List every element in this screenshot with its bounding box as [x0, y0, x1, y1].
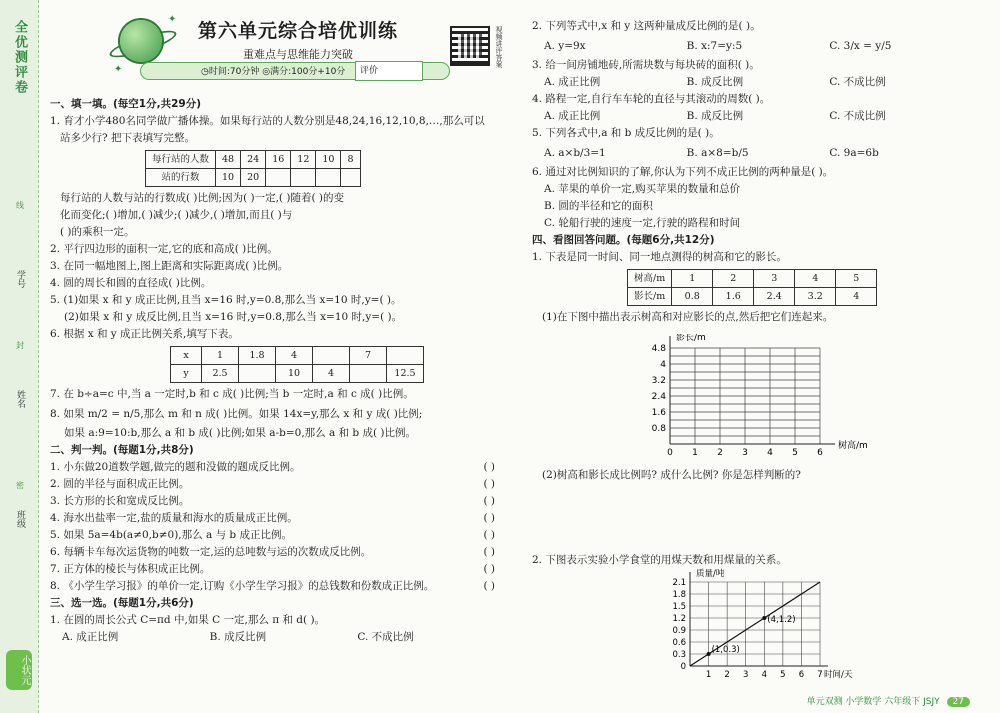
- question-text: 如果 a:9=10:b,那么 a 和 b 成( )比例;如果 a-b=0,那么 a 和 b 成( )比例。: [64, 427, 417, 439]
- table-cell: 1: [672, 270, 713, 288]
- option-c[interactable]: C. 不成比例: [357, 631, 414, 643]
- y-tick-label: 0.9: [672, 626, 686, 636]
- judge-text: 8. 《小学生学习报》的单价一定,订购《小学生学习报》的总钱数和份数成正比例。: [50, 580, 435, 592]
- question-text: 2. 平行四边形的面积一定,它的底和高成( )比例。: [50, 243, 278, 255]
- table-cell: 8: [341, 151, 360, 169]
- page-subtitle: 重难点与思维能力突破: [243, 48, 353, 61]
- y-tick-label: 1.6: [651, 408, 666, 418]
- judge-item: [50, 578, 505, 595]
- table-proportion: [170, 346, 424, 383]
- answer-cell[interactable]: [239, 365, 276, 383]
- header: [110, 14, 503, 84]
- table-cell: 0.8: [672, 288, 713, 306]
- option-b[interactable]: B. 成反比例: [686, 76, 744, 88]
- x-tick-label: 3: [743, 670, 749, 680]
- question-text: 4. 圆的周长和圆的直径成( )比例。: [50, 277, 212, 289]
- table-cell: 10: [216, 169, 241, 187]
- option-b[interactable]: B. 成反比例: [686, 110, 744, 122]
- table-row: [146, 151, 361, 169]
- table-cell: 48: [216, 151, 241, 169]
- table-cell: 2: [713, 270, 754, 288]
- table-cell: 20: [241, 169, 266, 187]
- x-tick-label: 1: [705, 670, 712, 680]
- table-header-cell: y: [171, 365, 202, 383]
- qr-code-icon[interactable]: [450, 26, 490, 66]
- table-cell: 2.5: [202, 365, 239, 383]
- question-text: 3. 在同一幅地图上,图上距离和实际距离成( )比例。: [50, 260, 289, 272]
- x-tick-label: 2: [717, 448, 723, 458]
- x-tick-label: 0: [667, 448, 673, 458]
- table-cell: 4: [795, 270, 836, 288]
- judge-item: [50, 476, 505, 493]
- option-a[interactable]: A. a×b/3=1: [544, 147, 606, 159]
- question-text: ( )的乘积一定。: [60, 226, 135, 238]
- option-c[interactable]: C. 3/x = y/5: [829, 40, 892, 52]
- answer-cell[interactable]: [387, 347, 424, 365]
- judge-text: 1. 小东做20道数学题,做完的题和没做的题成反比例。: [50, 461, 301, 473]
- table-cell: 5: [836, 270, 877, 288]
- qr-label: 视频讲评答案: [495, 26, 503, 68]
- y-tick-label: 1.2: [672, 614, 686, 624]
- evaluation-box: 评价: [355, 61, 423, 81]
- answer-cell[interactable]: [316, 169, 341, 187]
- table-cell: 4: [313, 365, 350, 383]
- y-axis-label: 质量/吨: [696, 569, 725, 579]
- judge-text: 5. 如果 5a=4b(a≠0,b≠0),那么 a 与 b 成正比例。: [50, 529, 292, 541]
- question-text: (2)如果 x 和 y 成反比例,且当 x=16 时,y=0.8,那么当 x=10 时,y=( )。: [64, 311, 403, 323]
- x-tick-label: 1: [692, 448, 698, 458]
- table-cell: 10: [316, 151, 341, 169]
- question-text: 6. 根据 x 和 y 成正比例关系,填写下表。: [50, 328, 239, 340]
- answer-paren[interactable]: ( ): [483, 461, 495, 473]
- y-tick-label: 2.4: [651, 392, 666, 402]
- page-title: 第六单元综合培优训练: [197, 20, 398, 42]
- table-row: [146, 169, 361, 187]
- table-row: [628, 288, 877, 306]
- student-id-label: 学号: [15, 270, 25, 288]
- score-icon: ◎: [262, 67, 271, 77]
- footer: [807, 694, 970, 707]
- question-text: 5. 下列各式中,a 和 b 成反比例的是( )。: [532, 127, 720, 139]
- table-row: [171, 365, 424, 383]
- option-c[interactable]: C. 轮船行驶的速度一定,行驶的路程和时间: [544, 217, 741, 229]
- question-text: 1. 育才小学480名同学做广播体操。如果每行站的人数分别是48,24,16,12,10,8,…,那么可以: [50, 115, 485, 127]
- x-tick-label: 7: [817, 670, 823, 680]
- y-tick-label: 4.8: [651, 344, 666, 354]
- table-header-cell: x: [171, 347, 202, 365]
- option-a[interactable]: A. 成正比例: [62, 631, 119, 643]
- data-label: (4,1.2): [767, 615, 796, 625]
- y-tick-label: 2.1: [672, 578, 686, 588]
- chart-tree-shadow[interactable]: [620, 334, 900, 464]
- planet-icon: [120, 20, 162, 62]
- table-cell: 4: [276, 347, 313, 365]
- options-row: [532, 35, 972, 57]
- table-cell: 1.6: [713, 288, 754, 306]
- table-cell: 1.8: [239, 347, 276, 365]
- y-tick-label: 0.8: [651, 424, 666, 434]
- x-tick-label: 5: [780, 670, 786, 680]
- question-text: 3. 给一间房铺地砖,所需块数与每块砖的面积( )。: [532, 59, 760, 71]
- judge-text: 2. 圆的半径与面积成正比例。: [50, 478, 190, 490]
- table-cell: 7: [350, 347, 387, 365]
- question-text: 6. 通过对比例知识的了解,你认为下列不成正比例的两种量是( )。: [532, 166, 834, 178]
- option-a[interactable]: A. 成正比例: [544, 76, 601, 88]
- judge-item: [50, 510, 505, 527]
- question-text: 1. 在圆的周长公式 C=πd 中,如果 C 一定,那么 π 和 d( )。: [50, 614, 326, 626]
- table-tree-shadow: [627, 269, 877, 306]
- name-label: 姓名: [15, 390, 25, 408]
- table-cell: 3.2: [795, 288, 836, 306]
- question-text: 8. 如果 m/2 = n/5,那么 m 和 n 成( )比例。如果 14x=y,那么 x 和 y 成( )比例;: [50, 408, 423, 420]
- option-c[interactable]: C. 不成比例: [829, 76, 886, 88]
- answer-paren[interactable]: ( ): [483, 580, 495, 592]
- y-tick-label: 3.2: [651, 376, 666, 386]
- judge-text: 6. 每辆卡车每次运货物的吨数一定,运的总吨数与运的次数成反比例。: [50, 546, 372, 558]
- answer-cell[interactable]: [350, 365, 387, 383]
- y-tick-label: 1.5: [672, 602, 686, 612]
- class-label: 班级: [15, 510, 25, 528]
- question-text: (2)树高和影长成比例吗? 成什么比例? 你是怎样判断的?: [542, 469, 801, 481]
- data-label: (1,0.3): [711, 645, 740, 655]
- table-cell: 2.4: [754, 288, 795, 306]
- table-cell: 12.5: [387, 365, 424, 383]
- x-tick-label: 5: [792, 448, 798, 458]
- options-row: [532, 142, 972, 164]
- option-b[interactable]: B. 成反比例: [209, 631, 267, 643]
- answer-paren[interactable]: ( ): [483, 495, 495, 507]
- options-row: [532, 74, 972, 91]
- option-a[interactable]: A. 苹果的单价一定,购买苹果的数量和总价: [544, 183, 741, 195]
- question-text: 1. 下表是同一时间、同一地点测得的树高和它的影长。: [532, 251, 787, 263]
- question-text: 2. 下列等式中,x 和 y 这两种量成反比例的是( )。: [532, 20, 761, 32]
- option-a[interactable]: A. 成正比例: [544, 110, 601, 122]
- y-tick-label: 0.6: [672, 638, 686, 648]
- x-axis-label: 时间/天: [824, 670, 853, 680]
- table-cell: 10: [276, 365, 313, 383]
- binding-sidebar: [0, 0, 39, 713]
- table-header-cell: 树高/m: [628, 270, 672, 288]
- y-tick-label: 0: [680, 662, 686, 672]
- x-axis-label: 树高/m: [838, 441, 868, 451]
- page-number: 27: [947, 697, 970, 707]
- answer-paren[interactable]: ( ): [483, 512, 495, 524]
- judge-text: 3. 长方形的长和宽成反比例。: [50, 495, 190, 507]
- x-tick-label: 6: [817, 448, 823, 458]
- y-tick-label: 1.8: [672, 590, 686, 600]
- sidebar-title: 全优测评卷: [12, 20, 27, 95]
- table-line-count: [145, 150, 361, 187]
- left-column: [50, 96, 505, 646]
- seal-mark: 线: [16, 201, 24, 210]
- answer-paren[interactable]: ( ): [483, 546, 495, 558]
- seal-mark: 封: [16, 341, 24, 350]
- x-tick-label: 6: [798, 670, 805, 680]
- x-tick-label: 2: [724, 670, 730, 680]
- footer-text: 单元双测 小学数学 六年级下 JSJY: [806, 697, 940, 707]
- answer-cell[interactable]: [341, 169, 360, 187]
- option-b[interactable]: B. a×8=b/5: [686, 147, 749, 159]
- judge-item: [50, 527, 505, 544]
- table-row: [171, 347, 424, 365]
- options-row: [532, 108, 972, 125]
- seal-mark: 密: [16, 481, 24, 490]
- question-text: 每行站的人数与站的行数成( )比例;因为( )一定,( )随着( )的变: [60, 192, 344, 204]
- y-axis-label: 影长/m: [676, 334, 706, 343]
- question-text: 化而变化;( )增加,( )减少;( )减少,( )增加,而且( )与: [60, 209, 293, 221]
- table-cell: 1: [202, 347, 239, 365]
- question-text: 站多少行? 把下表填写完整。: [60, 132, 195, 144]
- clock-icon: ◷: [201, 67, 209, 77]
- chart-coal-usage: [630, 568, 890, 686]
- table-cell: 16: [266, 151, 291, 169]
- question-text: 4. 路程一定,自行车车轮的直径与其滚动的周数( )。: [532, 93, 771, 105]
- answer-cell[interactable]: [313, 347, 350, 365]
- judge-list: [50, 459, 505, 595]
- section-heading: 二、判一判。(每题1分,共8分): [50, 444, 194, 456]
- section-heading: 一、填一填。(每空1分,共29分): [50, 98, 202, 110]
- table-cell: 12: [291, 151, 316, 169]
- question-text: 7. 在 b÷a=c 中,当 a 一定时,b 和 c 成( )比例;当 b 一定时,a 和 c 成( )比例。: [50, 388, 414, 400]
- y-tick-label: 4: [660, 360, 666, 370]
- x-tick-label: 4: [767, 448, 773, 458]
- data-point: [707, 652, 711, 656]
- time-info: 时间:70分钟: [208, 67, 260, 77]
- answer-paren[interactable]: ( ): [483, 563, 495, 575]
- option-c[interactable]: C. 9a=6b: [829, 147, 879, 159]
- data-point: [762, 616, 766, 620]
- star-icon: ✦: [168, 14, 177, 25]
- table-cell: 3: [754, 270, 795, 288]
- judge-text: 4. 海水出盐率一定,盐的质量和海水的质量成正比例。: [50, 512, 298, 524]
- judge-item: [50, 544, 505, 561]
- section-heading: 三、选一选。(每题1分,共6分): [50, 597, 194, 609]
- table-cell: 4: [836, 288, 877, 306]
- x-tick-label: 4: [761, 670, 767, 680]
- right-column: [532, 18, 972, 326]
- answer-cell[interactable]: [291, 169, 316, 187]
- judge-text: 7. 正方体的棱长与体积成正比例。: [50, 563, 211, 575]
- y-tick-label: 0.3: [672, 650, 686, 660]
- table-header-cell: 每行站的人数: [146, 151, 216, 169]
- answer-cell[interactable]: [266, 169, 291, 187]
- brand-logo: 小状元: [6, 650, 32, 690]
- option-b[interactable]: B. x:7=y:5: [686, 40, 743, 52]
- section-heading: 四、看图回答问题。(每题6分,共12分): [532, 234, 715, 246]
- score-info: 满分:100分+10分: [270, 67, 346, 77]
- answer-paren[interactable]: ( ): [483, 478, 495, 490]
- question-text: (1)在下图中描出表示树高和对应影长的点,然后把它们连起来。: [542, 311, 834, 323]
- table-cell: 24: [241, 151, 266, 169]
- x-tick-label: 3: [742, 448, 748, 458]
- option-c[interactable]: C. 不成比例: [829, 110, 886, 122]
- star-icon: ✦: [114, 64, 123, 75]
- judge-item: [50, 493, 505, 510]
- option-b[interactable]: B. 圆的半径和它的面积: [544, 200, 653, 212]
- options-row: [50, 629, 505, 646]
- question-text: 2. 下图表示实验小学食堂的用煤天数和用煤量的关系。: [532, 554, 787, 566]
- question-text: 5. (1)如果 x 和 y 成正比例,且当 x=16 时,y=0.8,那么当 x=10 时,y=( )。: [50, 294, 402, 306]
- judge-item: [50, 561, 505, 578]
- table-header-cell: 站的行数: [146, 169, 216, 187]
- table-header-cell: 影长/m: [628, 288, 672, 306]
- answer-paren[interactable]: ( ): [483, 529, 495, 541]
- table-row: [628, 270, 877, 288]
- option-a[interactable]: A. y=9x: [544, 40, 586, 52]
- judge-item: [50, 459, 505, 476]
